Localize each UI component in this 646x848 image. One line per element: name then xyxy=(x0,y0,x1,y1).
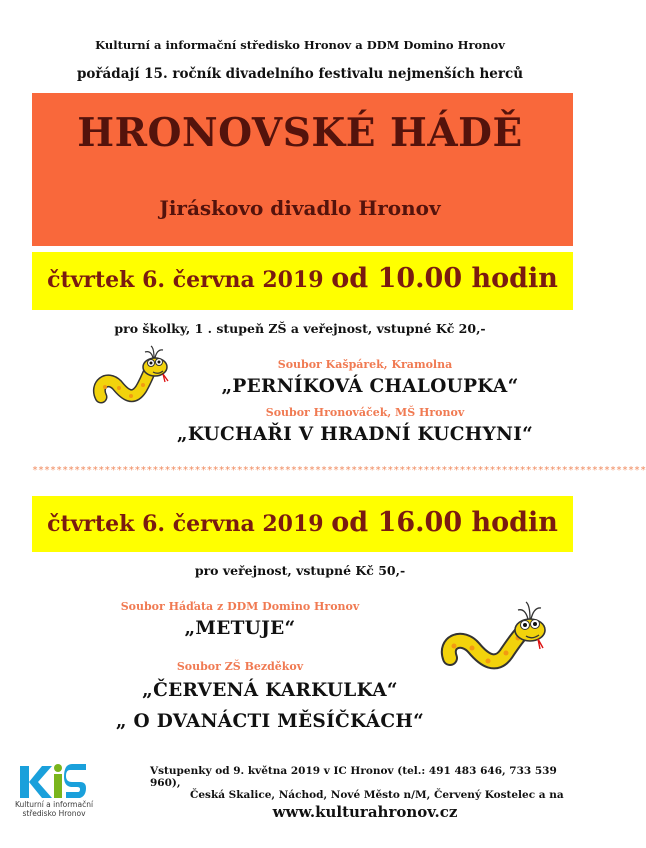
session2-date xyxy=(32,507,573,538)
star-divider: ****************************************************************************************************** xyxy=(32,465,646,476)
session2-ensemble-2: Soubor ZŠ Bezděkov xyxy=(176,660,304,673)
session2-date-prefix: čtvrtek 6. června 2019 xyxy=(47,511,324,537)
website-link[interactable]: www.kulturahronov.cz xyxy=(272,803,458,821)
session2-play-2: „ČERVENÁ KARKULKA“ xyxy=(142,680,398,701)
ticket-info-line1: Vstupenky od 9. května 2019 v IC Hronov (tel.: 491 483 646, 733 539 960), xyxy=(150,765,557,789)
session1-time: od 10.00 hodin xyxy=(331,263,558,294)
session2-time: od 16.00 hodin xyxy=(331,507,558,538)
session1-ensemble-2: Soubor Hronováček, MŠ Hronov xyxy=(265,406,465,419)
session1-info: pro školky, 1 . stupeň ZŠ a veřejnost, vstupné Kč 20,- xyxy=(114,321,486,336)
logo-caption-line2: středisko Hronov xyxy=(22,809,86,818)
organizers-text: Kulturní a informační středisko Hronov a DDM Domino Hronov xyxy=(95,38,505,52)
ticket-info xyxy=(150,765,580,801)
snake-illustration-2 xyxy=(440,598,550,688)
session2-ensemble-1: Soubor Háďata z DDM Domino Hronov xyxy=(120,600,360,613)
session2-play-3: „ O DVANÁCTI MĚSÍČKÁCH“ xyxy=(115,711,425,732)
logo-caption xyxy=(12,800,96,818)
session1-date xyxy=(32,263,573,294)
logo-caption-line1: Kulturní a informační xyxy=(14,800,94,809)
session2-play-1: „METUJE“ xyxy=(184,618,296,639)
festival-subtitle: pořádají 15. ročník divadelního festivalu nejmenších herců xyxy=(76,66,524,82)
session1-ensemble-1: Soubor Kašpárek, Kramolna xyxy=(277,358,453,371)
festival-title: HRONOVSKÉ HÁDĚ xyxy=(77,110,523,156)
session1-play-1: „PERNÍKOVÁ CHALOUPKA“ xyxy=(221,376,519,397)
session2-info: pro veřejnost, vstupné Kč 50,- xyxy=(194,563,406,578)
session1-play-2: „KUCHAŘI V HRADNÍ KUCHYNI“ xyxy=(176,424,534,445)
ticket-info-line2: Česká Skalice, Náchod, Nové Město n/M, Červený Kostelec a na xyxy=(190,789,564,801)
venue-text: Jiráskovo divadlo Hronov xyxy=(159,196,441,220)
session1-date-prefix: čtvrtek 6. června 2019 xyxy=(47,267,324,293)
